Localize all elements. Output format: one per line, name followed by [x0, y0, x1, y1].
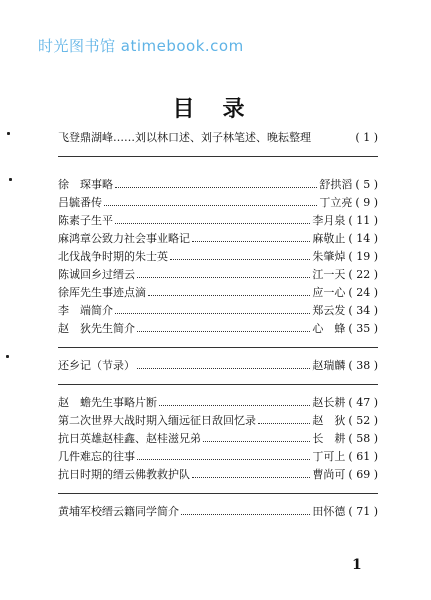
dot-leader — [159, 396, 310, 406]
entry-author: 心 蜂 — [312, 322, 346, 335]
entry-title: 第二次世界大战时期入缅远征日敌回忆录 — [58, 414, 256, 427]
entry-author: 赵长耕 — [312, 396, 346, 409]
toc-entry — [58, 431, 378, 449]
entry-page: ( 19 ) — [348, 250, 378, 263]
entry-page: ( 52 ) — [348, 414, 378, 427]
entry-author: 赵瑞麟 — [312, 359, 346, 372]
entry-author: 郑云发 — [312, 304, 346, 317]
dot-leader — [137, 268, 310, 278]
entry-author: 朱肇焯 — [312, 250, 346, 263]
entry-author: 田怀德 — [312, 505, 346, 518]
entry-page: ( 9 ) — [355, 196, 378, 209]
entry-title: 麻鸿章公致力社会事业略记 — [58, 232, 190, 245]
entry-title: 抗日时期的缙云佛教救护队 — [58, 468, 190, 481]
dot-leader — [137, 450, 310, 460]
entry-author: 丁可上 — [312, 450, 346, 463]
entry-author: 舒拱滔 — [319, 178, 353, 191]
toc-entry — [58, 321, 378, 339]
entry-page: ( 58 ) — [348, 432, 378, 445]
entry-page: ( 34 ) — [348, 304, 378, 317]
entry-author: 丁立亮 — [319, 196, 353, 209]
toc-entry — [58, 213, 378, 231]
toc-entry — [58, 267, 378, 285]
entry-page: ( 22 ) — [348, 268, 378, 281]
toc-entry — [58, 358, 378, 376]
entry-title: 徐 琛事略 — [58, 178, 113, 191]
entry-page: ( 24 ) — [348, 286, 378, 299]
entry-title: 几件难忘的往事 — [58, 450, 135, 463]
toc-entry — [58, 285, 378, 303]
toc-entry — [58, 249, 378, 267]
toc-entry — [58, 413, 378, 431]
toc-entry — [58, 195, 378, 213]
entry-page: ( 61 ) — [348, 450, 378, 463]
entry-page: ( 71 ) — [348, 505, 378, 518]
entry-title: 陈诚回乡过缙云 — [58, 268, 135, 281]
toc-entry — [58, 467, 378, 485]
toc-entry — [58, 449, 378, 467]
section-divider — [58, 156, 378, 157]
entry-title: 徐厍先生事迹点滴 — [58, 286, 146, 299]
entry-page: ( 11 ) — [348, 214, 378, 227]
entry-author: 赵 狄 — [312, 414, 346, 427]
dot-leader — [170, 250, 310, 260]
entry-title: 抗日英雄赵桂鑫、赵桂滋兄弟 — [58, 432, 201, 445]
entry-author: 长 耕 — [312, 432, 346, 445]
dot-leader — [115, 304, 310, 314]
entry-title: 黄埔军校缙云籍同学简介 — [58, 505, 179, 518]
dot-leader — [181, 505, 310, 515]
dot-leader — [203, 432, 310, 442]
watermark: 时光图书馆 atimebook.com — [38, 37, 244, 55]
page-number: 1 — [352, 557, 362, 573]
toc-entry — [58, 504, 378, 522]
scan-speck — [9, 178, 12, 181]
toc-entry — [58, 177, 378, 195]
scan-speck — [7, 132, 10, 135]
entry-page: ( 69 ) — [348, 468, 378, 481]
dot-leader — [137, 322, 310, 332]
entry-title: 吕毓番传 — [58, 196, 102, 209]
dot-leader — [115, 178, 317, 188]
dot-leader — [192, 468, 310, 478]
entry-author: 麻敬止 — [312, 232, 346, 245]
entry-title: 赵 狄先生简介 — [58, 322, 135, 335]
entry-title: 还乡记（节录） — [58, 359, 135, 372]
entry-page: ( 5 ) — [355, 178, 378, 191]
entry-title: 李 端简介 — [58, 304, 113, 317]
entry-author: 李月泉 — [312, 214, 346, 227]
entry-author: 应一心 — [312, 286, 346, 299]
toc-entry — [58, 130, 378, 148]
toc-entry — [58, 395, 378, 413]
table-of-contents — [58, 130, 378, 522]
dot-leader — [148, 286, 310, 296]
entry-page: ( 1 ) — [355, 131, 378, 144]
entry-title: 飞登鼎湖峰……刘以林口述、刘子林笔述、晚耘整理 — [58, 131, 311, 144]
scan-speck — [6, 355, 9, 358]
entry-page: ( 14 ) — [348, 232, 378, 245]
page-title: 目录 — [172, 96, 273, 122]
entry-title: 陈素子生平 — [58, 214, 113, 227]
entry-author: 江一天 — [312, 268, 346, 281]
toc-entry — [58, 231, 378, 249]
dot-leader — [104, 196, 317, 206]
entry-author: 曹尚可 — [312, 468, 346, 481]
entry-title: 北伐战争时期的朱士英 — [58, 250, 168, 263]
section-divider — [58, 347, 378, 348]
entry-page: ( 35 ) — [348, 322, 378, 335]
dot-leader — [137, 359, 310, 369]
dot-leader — [192, 232, 310, 242]
entry-page: ( 47 ) — [348, 396, 378, 409]
dot-leader — [258, 414, 310, 424]
section-divider — [58, 493, 378, 494]
entry-title: 赵 蟾先生事略片断 — [58, 396, 157, 409]
toc-entry — [58, 303, 378, 321]
dot-leader — [115, 214, 310, 224]
entry-page: ( 38 ) — [348, 359, 378, 372]
section-divider — [58, 384, 378, 385]
